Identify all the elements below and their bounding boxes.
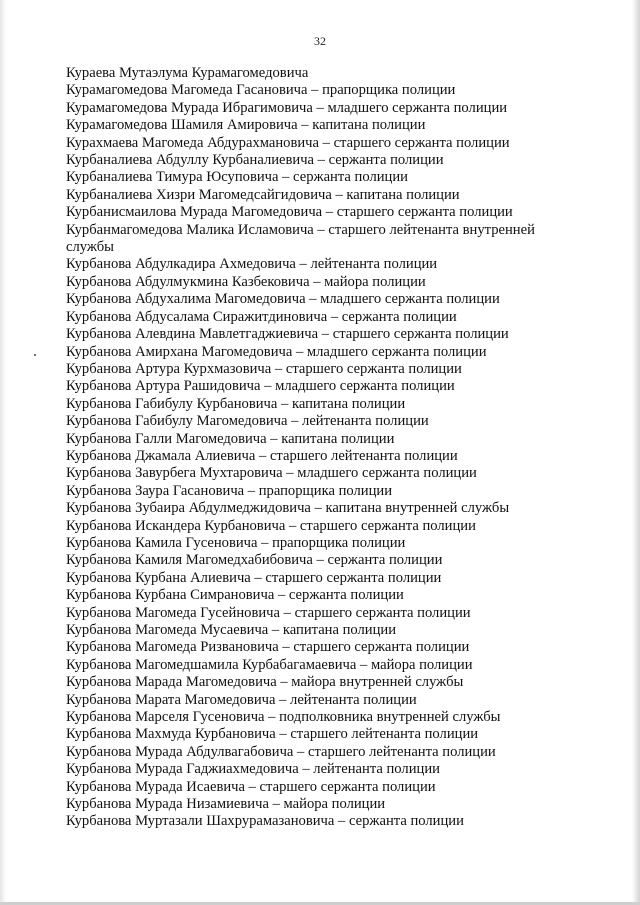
list-line: Курбанова Муртазали Шахрурамазановича – сержанта полиции — [66, 813, 464, 830]
list-line: Курамагомедова Шамиля Амировича – капитана полиции — [66, 117, 426, 134]
list-line: Курбанова Завурбега Мухтаровича – младшего сержанта полиции — [66, 465, 477, 482]
list-line: Курбаналиева Абдуллу Курбаналиевича – сержанта полиции — [66, 152, 444, 169]
list-line: Курбанова Артура Курхмазовича – старшего сержанта полиции — [66, 360, 462, 377]
list-line: Курбанова Курбана Симрановича – сержанта полиции — [66, 587, 404, 604]
list-line: Курбанова Галли Магомедовича – капитана полиции — [66, 430, 395, 447]
list-line: Курбаналиева Тимура Юсуповича – сержанта полиции — [66, 169, 408, 186]
list-line: Курбанова Абдулмукмина Казбековича – майора полиции — [66, 273, 426, 290]
list-line: Курбанова Камиля Магомедхабибовича – сержанта полиции — [66, 552, 443, 569]
list-line: Курбанисмаилова Мурада Магомедовича – старшего сержанта полиции — [66, 204, 513, 221]
list-line: Курбанова Мурада Низамиевича – майора полиции — [66, 796, 386, 813]
list-line: Курбанова Амирхана Магомедовича – младшего сержанта полиции — [66, 343, 487, 360]
scan-left-edge — [0, 0, 6, 905]
list-line: Курбанова Искандера Курбановича – старшего сержанта полиции — [66, 517, 476, 534]
list-line: Курбанова Зубаира Абдулмеджидовича – капитана внутренней службы — [66, 500, 510, 517]
list-line: Курбанова Камила Гусеновича – прапорщика полиции — [66, 534, 406, 551]
list-line: Кураева Мутаэлума Курамагомедовича — [66, 65, 309, 81]
list-line: Курамагомедова Мурада Ибрагимовича – младшего сержанта полиции — [66, 99, 508, 116]
list-line: Курбанова Алевдина Мавлетгаджиевича – старшего сержанта полиции — [66, 326, 509, 343]
list-line: Курбанова Заура Гасановича – прапорщика полиции — [66, 482, 393, 499]
list-line: Курбанова Магомеда Ризвановича – старшего сержанта полиции — [66, 639, 470, 656]
list-line: Курбанова Мурада Исаевича – старшего сержанта полиции — [66, 778, 436, 795]
list-line: Курбанова Магомедшамила Курбабагамаевича – майора полиции — [66, 656, 473, 673]
list-line: Курбанова Марата Магомедовича – лейтенанта полиции — [66, 691, 417, 708]
list-line: Курбанова Мурада Гаджиахмедовича – лейтенанта полиции — [66, 761, 440, 778]
list-line: Курбанова Джамала Алиевича – старшего лейтенанта полиции — [66, 447, 458, 464]
list-line: Курбанова Абдухалима Магомедовича – младшего сержанта полиции — [66, 291, 500, 308]
list-line: Курбанова Магомеда Гусейновича – старшего сержанта полиции — [66, 604, 471, 621]
list-line: Курамагомедова Магомеда Гасановича – прапорщика полиции — [66, 82, 456, 99]
list-line: Курбанова Габибулу Магомедовича – лейтенанта полиции — [66, 413, 429, 430]
name-list — [66, 65, 566, 831]
page-number: 32 — [314, 34, 326, 48]
list-line: Курбанова Марселя Гусеновича – подполковника внутренней службы — [66, 709, 501, 726]
list-line: Курбанова Магомеда Мусаевича – капитана полиции — [66, 622, 397, 638]
list-line: Курбанова Курбана Алиевича – старшего сержанта полиции — [66, 569, 442, 586]
list-line: Курбанова Абдусалама Сиражитдиновича – сержанта полиции — [66, 308, 457, 325]
list-line: Курбанова Габибулу Курбановича – капитана полиции — [66, 395, 406, 412]
scan-right-edge — [632, 0, 640, 905]
list-line: Курахмаева Магомеда Абдурахмановича – старшего сержанта полиции — [66, 134, 510, 151]
list-line: Курбаналиева Хизри Магомедсайгидовича – капитана полиции — [66, 186, 460, 203]
list-line: Курбанова Мурада Абдулвагабовича – старшего лейтенанта полиции — [66, 743, 496, 760]
list-line: Курбанова Марада Магомедовича – майора внутренней службы — [66, 674, 464, 691]
list-line: Курбанова Махмуда Курбановича – старшего лейтенанта полиции — [66, 726, 479, 743]
list-line: Курбанова Абдулкадира Ахмедовича – лейтенанта полиции — [66, 256, 438, 273]
list-line-continuation: службы — [66, 239, 114, 256]
list-line: Курбанмагомедова Малика Исламовича – старшего лейтенанта внутренней — [66, 221, 535, 238]
list-line: Курбанова Артура Рашидовича – младшего сержанта полиции — [66, 378, 455, 395]
scan-speck — [34, 354, 36, 356]
